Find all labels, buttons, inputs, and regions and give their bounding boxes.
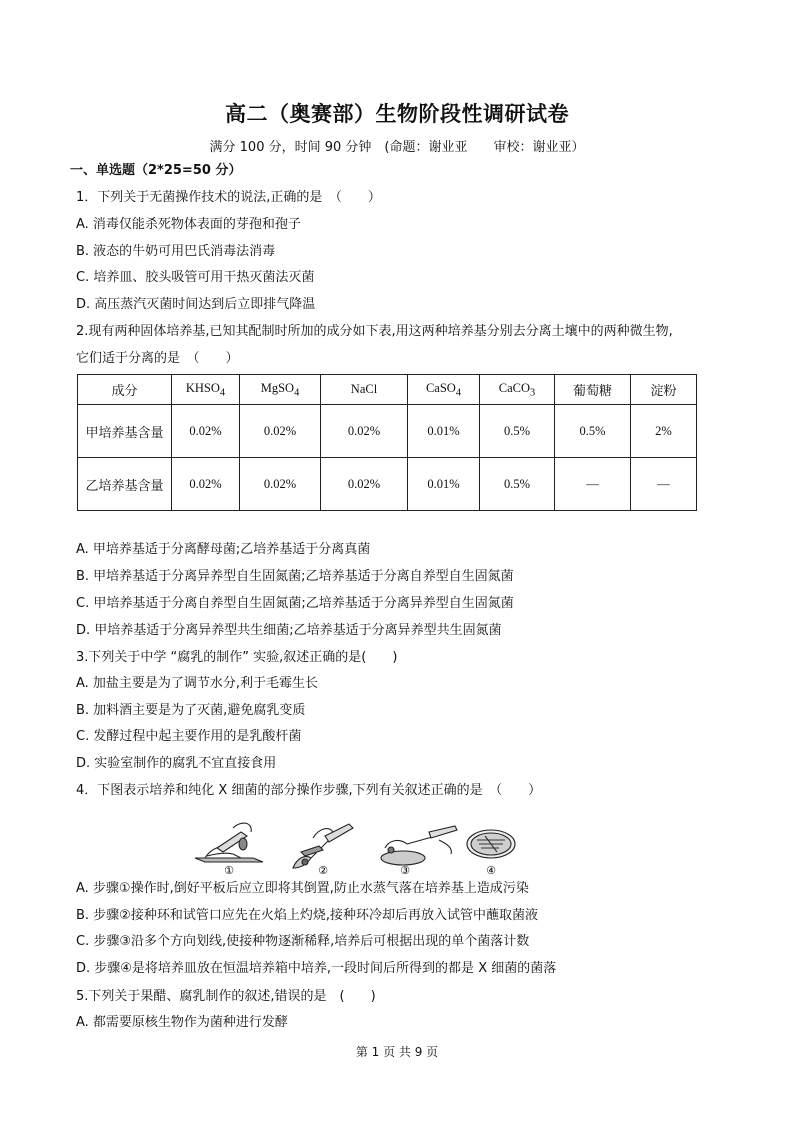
table-header-subscript: 3 [530,387,536,399]
table-row [78,458,697,511]
q3-option-b: B. 加料酒主要是为了灭菌,避免腐乳变质 [76,703,306,718]
table-header-text: CaCO [498,380,531,395]
table-cell: 0.5% [480,458,555,511]
step4-label: ④ [486,864,496,876]
table-header-subscript: 4 [219,387,226,399]
q1-option-b: B. 液态的牛奶可用巴氏消毒法消毒 [76,244,276,259]
q4-option-b: B. 步骤②接种环和试管口应先在火焰上灼烧,接种环冷却后再放入试管中蘸取菌液 [76,908,538,923]
culture-steps-figure [193,818,518,876]
table-header-text: KHSO [185,380,220,395]
exam-subtitle: 满分 100 分，时间 90 分钟 (命题：谢业亚 审校：谢业亚） [209,140,585,155]
table-header-cell [408,375,480,405]
table-cell: — [631,458,697,511]
table-cell: 乙培养基含量 [78,458,172,511]
table-header-row [78,375,697,405]
table-cell: 0.01% [408,458,480,511]
q1-option-a: A. 消毒仅能杀死物体表面的芽孢和孢子 [76,217,301,232]
page-footer: 第 1 页 共 9 页 [355,1045,439,1059]
q2-option-c: C. 甲培养基适于分离自养型自生固氮菌;乙培养基适于分离异养型自生固氮菌 [76,596,514,611]
table-cell: 0.5% [480,405,555,458]
step3-label: ③ [400,864,410,876]
q2-stem-line1: 2.现有两种固体培养基,已知其配制时所加的成分如下表,用这两种培养基分别去分离土壤中的两种微生物, [76,324,673,339]
table-header-text: CaSO [425,380,456,395]
table-header-cell: 淀粉 [631,375,697,405]
table-header-cell: 成分 [78,375,172,405]
table-cell: 0.02% [172,405,240,458]
q3-stem: 3.下列关于中学 “腐乳的制作” 实验,叙述正确的是( ) [76,650,398,665]
step2-inoculation-illustration [293,824,353,868]
q2-option-d: D. 甲培养基适于分离异养型共生细菌;乙培养基适于分离异养型共生固氮菌 [76,623,502,638]
q1-stem: 1．下列关于无菌操作技术的说法,正确的是 （ ） [76,190,381,205]
table-cell: 0.02% [240,405,321,458]
table-cell: — [555,458,631,511]
table-header-cell [240,375,321,405]
step2-label: ② [318,864,328,876]
table-cell: 0.02% [172,458,240,511]
step1-label: ① [224,864,234,876]
q5-option-a: A. 都需要原核生物作为菌种进行发酵 [76,1015,288,1030]
q1-option-d: D. 高压蒸汽灭菌时间达到后立即排气降温 [76,297,316,312]
q4-option-c: C. 步骤③沿多个方向划线,使接种物逐渐稀释,培养后可根据出现的单个菌落计数 [76,934,530,949]
table-header-cell [172,375,240,405]
table-cell: 0.02% [321,458,408,511]
q3-option-a: A. 加盐主要是为了调节水分,利于毛霉生长 [76,676,319,691]
q3-option-d: D. 实验室制作的腐乳不宜直接食用 [76,756,277,771]
table-header-text: MgSO [260,380,295,395]
q3-option-c: C. 发酵过程中起主要作用的是乳酸杆菌 [76,729,302,744]
table-cell: 0.02% [321,405,408,458]
q4-stem: 4．下图表示培养和纯化 X 细菌的部分操作步骤,下列有关叙述正确的是 （ ） [76,783,542,798]
step1-pouring-illustration [195,823,263,862]
table-cell: 甲培养基含量 [78,405,172,458]
q2-stem-line2: 它们适于分离的是 （ ） [76,351,239,366]
section-heading: 一、单选题（2*25=50 分） [70,163,242,178]
table-header-cell: 葡萄糖 [555,375,631,405]
table-row [78,405,697,458]
table-cell: 0.02% [240,458,321,511]
table-cell: 2% [631,405,697,458]
table-header-cell [480,375,555,405]
table-cell: 0.01% [408,405,480,458]
exam-title: 高二（奥赛部）生物阶段性调研试卷 [225,102,569,126]
step3-streaking-illustration [381,826,457,865]
q5-stem: 5.下列关于果醋、腐乳制作的叙述,错误的是 ( ) [76,989,376,1004]
q4-option-a: A. 步骤①操作时,倒好平板后应立即将其倒置,防止水蒸气落在培养基上造成污染 [76,881,529,896]
q4-option-d: D. 步骤④是将培养皿放在恒温培养箱中培养,一段时间后所得到的都是 X 细菌的菌落 [76,961,557,976]
table-cell: 0.5% [555,405,631,458]
q2-option-a: A. 甲培养基适于分离酵母菌;乙培养基适于分离真菌 [76,542,371,557]
table-header-subscript: 4 [294,387,300,399]
step4-petri-dish-illustration [467,830,515,858]
table-header-subscript: 4 [455,387,462,399]
nutrient-table [77,374,697,511]
q1-option-c: C. 培养皿、胶头吸管可用干热灭菌法灭菌 [76,270,315,285]
table-header-cell: NaCl [321,375,408,405]
q2-option-b: B. 甲培养基适于分离异养型自生固氮菌;乙培养基适于分离自养型自生固氮菌 [76,569,514,584]
